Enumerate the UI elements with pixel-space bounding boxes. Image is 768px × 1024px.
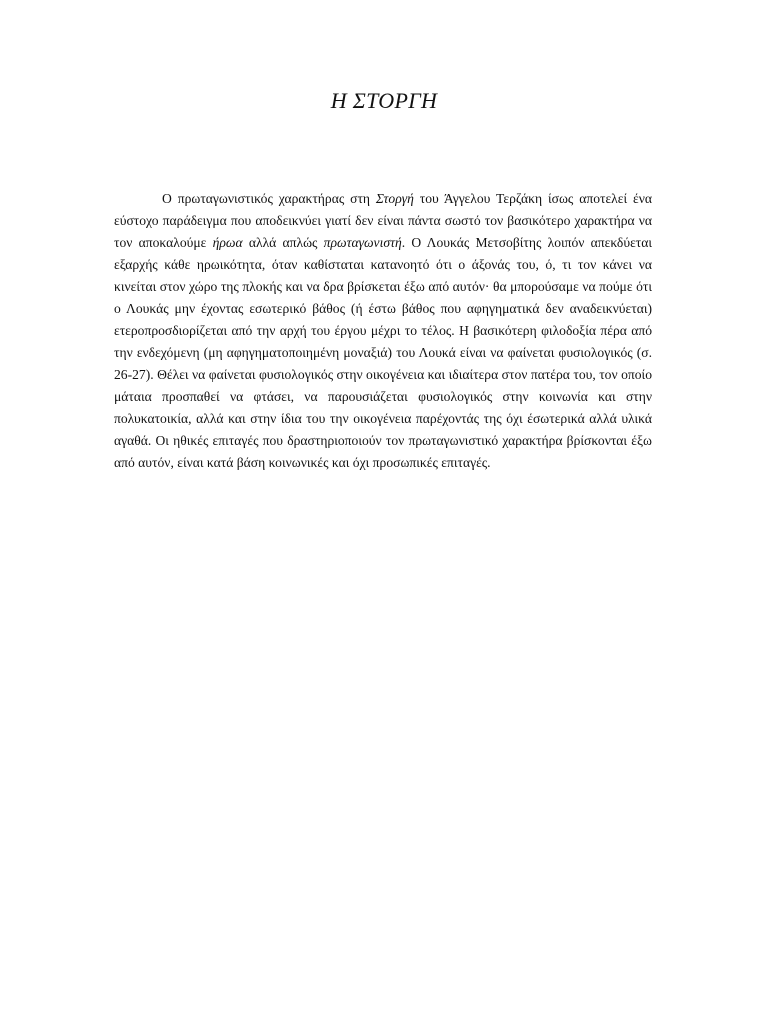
- paragraph-text-segment: Ο πρωταγωνιστικός χαρακτήρας στη: [162, 191, 376, 206]
- paragraph-italic-term-protagonist: πρωταγωνιστή: [323, 235, 402, 250]
- body-paragraph: [114, 188, 652, 474]
- paragraph-text-segment: αλλά απλώς: [242, 235, 324, 250]
- paragraph-italic-book-title: Στοργή: [375, 191, 414, 206]
- paragraph-italic-term-hero: ήρωα: [212, 235, 243, 250]
- paragraph-text-segment: . Ο Λουκάς Μετσοβίτης λοιπόν απεκδύεται εξαρχής κάθε ηρωικότητα, όταν καθίσταται κατανοητό ότι ο άξονάς του, ό, τι τον κάνει να κινείται στον χώρο της πλοκής και να δρα βρίσκεται έξω από αυτόν· θα μπορούσαμε να πούμε ότι ο Λουκάς μην έχοντας εσωτερικό βάθος (ή έστω βάθος που αφηγηματικά δεν αναδεικνύεται) ετεροπροσδιορίζεται από την αρχή του έργου μέχρι το τέλος. Η βασικότερη φιλοδοξία πέρα από την ενδεχόμενη (μη αφηγηματοποιημένη μοναξιά) του Λουκά είναι να φαίνεται φυσιολογικός (σ. 26-27). Θέλει να φαίνεται φυσιολογικός στην οικογένεια και ιδιαίτερα στον πατέρα του, τον οποίο μάταια προσπαθεί να φτάσει, να παρουσιάζεται φυσιολογικός στην κοινωνία και στην πολυκατοικία, αλλά και στην ίδια του την οικογένεια παρέχοντάς της όχι έσωτερικά αλλά υλικά αγαθά. Οι ηθικές επιταγές που δραστηριοποιούν τον πρωταγωνιστικό χαρακτήρα βρίσκονται έξω από αυτόν, είναι κατά βάση κοινωνικές και όχι προσωπικές επιταγές.: [114, 235, 653, 470]
- page-title: Η ΣΤΟΡΓΗ: [330, 88, 438, 113]
- paragraph-text-segment: του Άγγελου Τερζάκη ίσως αποτελεί ένα εύστοχο παράδειγμα που αποδεικνύει γιατί δεν είναι πάντα σωστό τον βασικότερο χαρακτήρα να τον αποκαλούμε: [114, 191, 653, 250]
